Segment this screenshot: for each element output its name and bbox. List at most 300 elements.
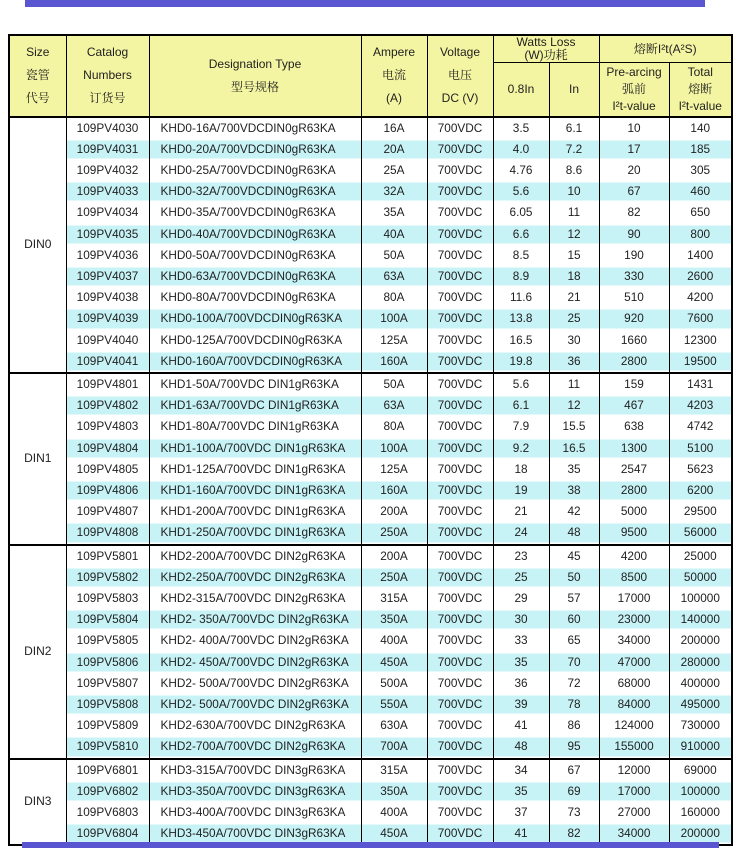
prearcing-i2t-value: 2800: [599, 351, 669, 373]
size-group-label: DIN1: [9, 373, 66, 545]
total-i2t-value: 6200: [669, 480, 732, 501]
prearcing-i2t-value: 2800: [599, 480, 669, 501]
catalog-number: 109PV4040: [66, 330, 149, 351]
voltage-rating: 700VDC: [427, 673, 493, 694]
watts-loss-0-8in: 11.6: [493, 287, 549, 308]
catalog-number: 109PV4030: [66, 117, 149, 139]
col-header-designation: [149, 35, 361, 117]
table-row: [9, 501, 732, 522]
watts-loss-0-8in: 41: [493, 715, 549, 736]
table-row: [9, 139, 732, 160]
watts-loss-0-8in: 13.8: [493, 308, 549, 329]
voltage-rating: 700VDC: [427, 373, 493, 395]
ampere-rating: 32A: [361, 181, 427, 202]
prearcing-i2t-value: 1300: [599, 438, 669, 459]
catalog-number: 109PV5809: [66, 715, 149, 736]
designation-type: KHD2-200A/700VDC DIN2gR63KA: [149, 545, 361, 567]
voltage-rating: 700VDC: [427, 759, 493, 781]
ampere-rating: 80A: [361, 416, 427, 437]
designation-type: KHD0-25A/700VDCDIN0gR63KA: [149, 160, 361, 181]
designation-type: KHD1-100A/700VDC DIN1gR63KA: [149, 438, 361, 459]
size-group-din0: [9, 117, 732, 373]
prearcing-i2t-value: 20: [599, 160, 669, 181]
voltage-rating: 700VDC: [427, 117, 493, 139]
col-header-watts-line: Watts Loss: [516, 35, 576, 49]
table-row: [9, 395, 732, 416]
catalog-number: 109PV4037: [66, 266, 149, 287]
designation-type: KHD2- 350A/700VDC DIN2gR63KA: [149, 609, 361, 630]
designation-type: KHD2- 400A/700VDC DIN2gR63KA: [149, 630, 361, 651]
col-header-size-line: 瓷管: [25, 68, 50, 83]
col-header-size: [9, 35, 66, 117]
prearcing-i2t-value: 467: [599, 395, 669, 416]
total-i2t-value: 185: [669, 139, 732, 160]
ampere-rating: 630A: [361, 715, 427, 736]
total-i2t-value: 160000: [669, 802, 732, 823]
catalog-number: 109PV5810: [66, 736, 149, 758]
designation-type: KHD0-16A/700VDCDIN0gR63KA: [149, 117, 361, 139]
watts-loss-0-8in: 36: [493, 673, 549, 694]
total-i2t-value: 280000: [669, 652, 732, 673]
prearcing-i2t-value: 90: [599, 224, 669, 245]
designation-type: KHD2- 500A/700VDC DIN2gR63KA: [149, 673, 361, 694]
watts-loss-0-8in: 19: [493, 480, 549, 501]
total-i2t-value: 140000: [669, 609, 732, 630]
prearcing-i2t-value: 920: [599, 308, 669, 329]
designation-type: KHD3-400A/700VDC DIN3gR63KA: [149, 802, 361, 823]
watts-loss-in: 72: [549, 673, 599, 694]
table-row: [9, 630, 732, 651]
col-header-voltage-line: 电压: [447, 68, 472, 83]
prearcing-i2t-value: 17000: [599, 781, 669, 802]
watts-loss-in: 6.1: [549, 117, 599, 139]
col-header-in: In: [549, 63, 599, 117]
catalog-number: 109PV5801: [66, 545, 149, 567]
col-header-voltage-line: DC (V): [441, 91, 479, 106]
watts-loss-in: 16.5: [549, 438, 599, 459]
col-header-voltage: [427, 35, 493, 117]
total-i2t-value: 200000: [669, 630, 732, 651]
catalog-number: 109PV6804: [66, 823, 149, 845]
bottom-divider-bar: [22, 842, 719, 848]
watts-loss-0-8in: 34: [493, 759, 549, 781]
voltage-rating: 700VDC: [427, 459, 493, 480]
ampere-rating: 700A: [361, 736, 427, 758]
watts-loss-in: 21: [549, 287, 599, 308]
voltage-rating: 700VDC: [427, 501, 493, 522]
top-divider-bar: [25, 0, 705, 7]
voltage-rating: 700VDC: [427, 139, 493, 160]
voltage-rating: 700VDC: [427, 480, 493, 501]
prearcing-i2t-value: 34000: [599, 823, 669, 845]
watts-loss-in: 18: [549, 266, 599, 287]
ampere-rating: 315A: [361, 759, 427, 781]
prearcing-i2t-value: 155000: [599, 736, 669, 758]
table-row: [9, 351, 732, 373]
watts-loss-in: 25: [549, 308, 599, 329]
watts-loss-0-8in: 23: [493, 545, 549, 567]
watts-loss-0-8in: 19.8: [493, 351, 549, 373]
prearcing-i2t-value: 2547: [599, 459, 669, 480]
watts-loss-in: 11: [549, 202, 599, 223]
prearcing-i2t-value: 330: [599, 266, 669, 287]
size-group-din3: [9, 759, 732, 846]
watts-loss-0-8in: 18: [493, 459, 549, 480]
catalog-number: 109PV5803: [66, 588, 149, 609]
prearcing-i2t-value: 23000: [599, 609, 669, 630]
col-header-0-8in: 0.8In: [493, 63, 549, 117]
catalog-number: 109PV4041: [66, 351, 149, 373]
prearcing-i2t-value: 17000: [599, 588, 669, 609]
designation-type: KHD2-250A/700VDC DIN2gR63KA: [149, 567, 361, 588]
ampere-rating: 200A: [361, 545, 427, 567]
voltage-rating: 700VDC: [427, 694, 493, 715]
total-i2t-value: 12300: [669, 330, 732, 351]
ampere-rating: 350A: [361, 609, 427, 630]
table-row: [9, 480, 732, 501]
watts-loss-in: 36: [549, 351, 599, 373]
voltage-rating: 700VDC: [427, 308, 493, 329]
ampere-rating: 50A: [361, 245, 427, 266]
watts-loss-0-8in: 16.5: [493, 330, 549, 351]
watts-loss-in: 15: [549, 245, 599, 266]
watts-loss-0-8in: 29: [493, 588, 549, 609]
prearcing-i2t-value: 190: [599, 245, 669, 266]
ampere-rating: 500A: [361, 673, 427, 694]
total-i2t-value: 1400: [669, 245, 732, 266]
prearcing-i2t-value: 124000: [599, 715, 669, 736]
catalog-number: 109PV6803: [66, 802, 149, 823]
watts-loss-in: 38: [549, 480, 599, 501]
total-i2t-value: 56000: [669, 522, 732, 544]
designation-type: KHD0-20A/700VDCDIN0gR63KA: [149, 139, 361, 160]
watts-loss-0-8in: 8.5: [493, 245, 549, 266]
total-i2t-value: 140: [669, 117, 732, 139]
ampere-rating: 160A: [361, 351, 427, 373]
size-group-din1: [9, 373, 732, 545]
designation-type: KHD1-200A/700VDC DIN1gR63KA: [149, 501, 361, 522]
catalog-number: 109PV4032: [66, 160, 149, 181]
col-header-watts-line: (W)功耗: [524, 48, 568, 62]
catalog-number: 109PV4806: [66, 480, 149, 501]
prearcing-i2t-value: 67: [599, 181, 669, 202]
col-header-total-line: Total: [687, 64, 713, 79]
table-row: [9, 459, 732, 480]
designation-type: KHD0-100A/700VDCDIN0gR63KA: [149, 308, 361, 329]
catalog-number: 109PV4038: [66, 287, 149, 308]
col-header-total-line: I²t-value: [678, 98, 722, 113]
watts-loss-0-8in: 35: [493, 781, 549, 802]
col-header-i2t-line: 熔断I²t(A²S): [633, 42, 697, 56]
watts-loss-in: 12: [549, 395, 599, 416]
watts-loss-in: 10: [549, 181, 599, 202]
ampere-rating: 100A: [361, 308, 427, 329]
table-row: [9, 759, 732, 781]
watts-loss-0-8in: 5.6: [493, 181, 549, 202]
catalog-number: 109PV4808: [66, 522, 149, 544]
catalog-number: 109PV4035: [66, 224, 149, 245]
ampere-rating: 50A: [361, 373, 427, 395]
ampere-rating: 315A: [361, 588, 427, 609]
ampere-rating: 40A: [361, 224, 427, 245]
voltage-rating: 700VDC: [427, 224, 493, 245]
watts-loss-0-8in: 6.6: [493, 224, 549, 245]
table-row: [9, 781, 732, 802]
table-row: [9, 802, 732, 823]
designation-type: KHD2-315A/700VDC DIN2gR63KA: [149, 588, 361, 609]
total-i2t-value: 5623: [669, 459, 732, 480]
total-i2t-value: 200000: [669, 823, 732, 845]
prearcing-i2t-value: 9500: [599, 522, 669, 544]
watts-loss-in: 48: [549, 522, 599, 544]
designation-type: KHD1-63A/700VDC DIN1gR63KA: [149, 395, 361, 416]
designation-type: KHD0-80A/700VDCDIN0gR63KA: [149, 287, 361, 308]
watts-loss-0-8in: 7.9: [493, 416, 549, 437]
designation-type: KHD1-80A/700VDC DIN1gR63KA: [149, 416, 361, 437]
voltage-rating: 700VDC: [427, 266, 493, 287]
watts-loss-in: 35: [549, 459, 599, 480]
watts-loss-in: 11: [549, 373, 599, 395]
designation-type: KHD3-350A/700VDC DIN3gR63KA: [149, 781, 361, 802]
voltage-rating: 700VDC: [427, 438, 493, 459]
designation-type: KHD2-700A/700VDC DIN2gR63KA: [149, 736, 361, 758]
watts-loss-in: 78: [549, 694, 599, 715]
table-row: [9, 308, 732, 329]
table-row: [9, 545, 732, 567]
total-i2t-value: 5100: [669, 438, 732, 459]
designation-type: KHD0-35A/700VDCDIN0gR63KA: [149, 202, 361, 223]
catalog-number: 109PV5802: [66, 567, 149, 588]
table-row: [9, 416, 732, 437]
col-header-total: [669, 63, 732, 117]
catalog-number: 109PV4801: [66, 373, 149, 395]
designation-type: KHD2- 500A/700VDC DIN2gR63KA: [149, 694, 361, 715]
voltage-rating: 700VDC: [427, 588, 493, 609]
ampere-rating: 250A: [361, 567, 427, 588]
voltage-rating: 700VDC: [427, 245, 493, 266]
watts-loss-in: 73: [549, 802, 599, 823]
watts-loss-in: 30: [549, 330, 599, 351]
catalog-number: 109PV4039: [66, 308, 149, 329]
watts-loss-0-8in: 6.1: [493, 395, 549, 416]
catalog-number: 109PV4033: [66, 181, 149, 202]
table-row: [9, 609, 732, 630]
voltage-rating: 700VDC: [427, 160, 493, 181]
total-i2t-value: 730000: [669, 715, 732, 736]
total-i2t-value: 50000: [669, 567, 732, 588]
ampere-rating: 20A: [361, 139, 427, 160]
voltage-rating: 700VDC: [427, 545, 493, 567]
col-header-ampere: [361, 35, 427, 117]
watts-loss-0-8in: 9.2: [493, 438, 549, 459]
col-header-voltage-line: Voltage: [439, 45, 481, 60]
watts-loss-in: 70: [549, 652, 599, 673]
designation-type: KHD1-160A/700VDC DIN1gR63KA: [149, 480, 361, 501]
designation-type: KHD3-450A/700VDC DIN3gR63KA: [149, 823, 361, 845]
table-row: [9, 438, 732, 459]
table-row: [9, 117, 732, 139]
ampere-rating: 550A: [361, 694, 427, 715]
voltage-rating: 700VDC: [427, 351, 493, 373]
col-header-catalog: [66, 35, 149, 117]
ampere-rating: 25A: [361, 160, 427, 181]
col-header-watts-loss: [493, 35, 599, 63]
designation-type: KHD2-630A/700VDC DIN2gR63KA: [149, 715, 361, 736]
total-i2t-value: 19500: [669, 351, 732, 373]
prearcing-i2t-value: 10: [599, 117, 669, 139]
ampere-rating: 450A: [361, 652, 427, 673]
designation-type: KHD0-160A/700VDCDIN0gR63KA: [149, 351, 361, 373]
catalog-number: 109PV5805: [66, 630, 149, 651]
ampere-rating: 200A: [361, 501, 427, 522]
watts-loss-0-8in: 39: [493, 694, 549, 715]
col-header-ampere-line: (A): [386, 91, 402, 106]
total-i2t-value: 100000: [669, 588, 732, 609]
table-row: [9, 522, 732, 544]
table-row: [9, 673, 732, 694]
size-group-label: DIN0: [9, 117, 66, 373]
col-header-size-line: Size: [26, 45, 50, 60]
catalog-number: 109PV4807: [66, 501, 149, 522]
size-group-label: DIN2: [9, 545, 66, 759]
table-row: [9, 715, 732, 736]
total-i2t-value: 4742: [669, 416, 732, 437]
watts-loss-in: 42: [549, 501, 599, 522]
watts-loss-in: 12: [549, 224, 599, 245]
total-i2t-value: 100000: [669, 781, 732, 802]
table-row: [9, 245, 732, 266]
ampere-rating: 35A: [361, 202, 427, 223]
watts-loss-in: 86: [549, 715, 599, 736]
watts-loss-in: 50: [549, 567, 599, 588]
designation-type: KHD0-40A/700VDCDIN0gR63KA: [149, 224, 361, 245]
watts-loss-0-8in: 35: [493, 652, 549, 673]
table-header: [9, 35, 732, 117]
watts-loss-0-8in: 24: [493, 522, 549, 544]
catalog-number: 109PV5806: [66, 652, 149, 673]
total-i2t-value: 4203: [669, 395, 732, 416]
total-i2t-value: 1431: [669, 373, 732, 395]
prearcing-i2t-value: 1660: [599, 330, 669, 351]
designation-type: KHD0-50A/700VDCDIN0gR63KA: [149, 245, 361, 266]
total-i2t-value: 650: [669, 202, 732, 223]
prearcing-i2t-value: 8500: [599, 567, 669, 588]
watts-loss-0-8in: 4.0: [493, 139, 549, 160]
ampere-rating: 63A: [361, 266, 427, 287]
prearcing-i2t-value: 17: [599, 139, 669, 160]
watts-loss-0-8in: 21: [493, 501, 549, 522]
col-header-total-line: 熔断: [688, 81, 713, 96]
table-row: [9, 373, 732, 395]
col-header-i2t: [599, 35, 732, 63]
watts-loss-in: 60: [549, 609, 599, 630]
table-row: [9, 287, 732, 308]
table-row: [9, 588, 732, 609]
ampere-rating: 250A: [361, 522, 427, 544]
catalog-number: 109PV4804: [66, 438, 149, 459]
designation-type: KHD1-50A/700VDC DIN1gR63KA: [149, 373, 361, 395]
prearcing-i2t-value: 68000: [599, 673, 669, 694]
ampere-rating: 400A: [361, 802, 427, 823]
col-header-catalog-line: Catalog: [86, 45, 129, 60]
voltage-rating: 700VDC: [427, 416, 493, 437]
voltage-rating: 700VDC: [427, 823, 493, 845]
watts-loss-in: 15.5: [549, 416, 599, 437]
table-row: [9, 181, 732, 202]
col-header-prearcing: [599, 63, 669, 117]
prearcing-i2t-value: 34000: [599, 630, 669, 651]
col-header-catalog-line: Numbers: [83, 68, 132, 83]
total-i2t-value: 2600: [669, 266, 732, 287]
voltage-rating: 700VDC: [427, 652, 493, 673]
catalog-number: 109PV4036: [66, 245, 149, 266]
watts-loss-0-8in: 41: [493, 823, 549, 845]
ampere-rating: 16A: [361, 117, 427, 139]
designation-type: KHD0-32A/700VDCDIN0gR63KA: [149, 181, 361, 202]
designation-type: KHD2- 450A/700VDC DIN2gR63KA: [149, 652, 361, 673]
table-row: [9, 224, 732, 245]
voltage-rating: 700VDC: [427, 715, 493, 736]
ampere-rating: 125A: [361, 330, 427, 351]
voltage-rating: 700VDC: [427, 567, 493, 588]
watts-loss-in: 95: [549, 736, 599, 758]
col-header-size-line: 代号: [25, 91, 50, 106]
total-i2t-value: 800: [669, 224, 732, 245]
watts-loss-0-8in: 3.5: [493, 117, 549, 139]
watts-loss-in: 7.2: [549, 139, 599, 160]
ampere-rating: 400A: [361, 630, 427, 651]
watts-loss-in: 45: [549, 545, 599, 567]
catalog-number: 109PV4803: [66, 416, 149, 437]
total-i2t-value: 910000: [669, 736, 732, 758]
col-header-designation-line: Designation Type: [208, 56, 302, 71]
watts-loss-in: 8.6: [549, 160, 599, 181]
ampere-rating: 450A: [361, 823, 427, 845]
size-group-label: DIN3: [9, 759, 66, 846]
voltage-rating: 700VDC: [427, 287, 493, 308]
table-row: [9, 160, 732, 181]
table-row: [9, 567, 732, 588]
watts-loss-0-8in: 8.9: [493, 266, 549, 287]
watts-loss-in: 67: [549, 759, 599, 781]
watts-loss-0-8in: 25: [493, 567, 549, 588]
prearcing-i2t-value: 510: [599, 287, 669, 308]
designation-type: KHD0-125A/700VDCDIN0gR63KA: [149, 330, 361, 351]
total-i2t-value: 69000: [669, 759, 732, 781]
catalog-number: 109PV5804: [66, 609, 149, 630]
designation-type: KHD3-315A/700VDC DIN3gR63KA: [149, 759, 361, 781]
watts-loss-0-8in: 33: [493, 630, 549, 651]
prearcing-i2t-value: 47000: [599, 652, 669, 673]
prearcing-i2t-value: 4200: [599, 545, 669, 567]
total-i2t-value: 495000: [669, 694, 732, 715]
prearcing-i2t-value: 159: [599, 373, 669, 395]
prearcing-i2t-value: 82: [599, 202, 669, 223]
watts-loss-0-8in: 30: [493, 609, 549, 630]
table-row: [9, 652, 732, 673]
watts-loss-in: 69: [549, 781, 599, 802]
ampere-rating: 80A: [361, 287, 427, 308]
ampere-rating: 100A: [361, 438, 427, 459]
catalog-number: 109PV4034: [66, 202, 149, 223]
table-row: [9, 202, 732, 223]
designation-type: KHD1-250A/700VDC DIN1gR63KA: [149, 522, 361, 544]
table-row: [9, 694, 732, 715]
catalog-number: 109PV4031: [66, 139, 149, 160]
total-i2t-value: 29500: [669, 501, 732, 522]
col-header-prearcing-line: 弧前: [621, 81, 646, 96]
voltage-rating: 700VDC: [427, 330, 493, 351]
